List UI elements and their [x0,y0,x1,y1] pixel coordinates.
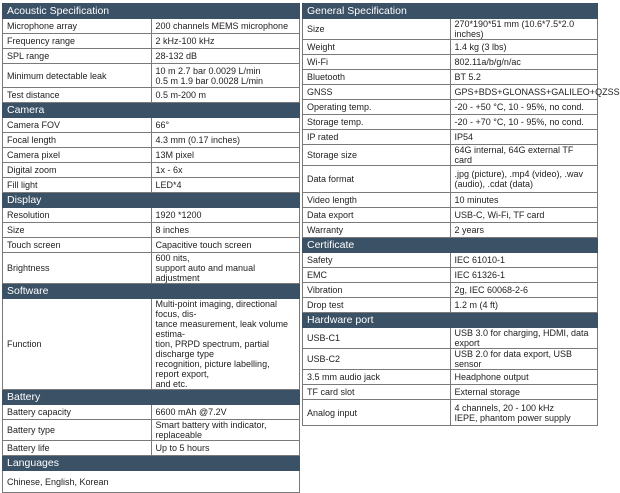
spec-row-camera-pixel [3,148,300,163]
spec-row-ip-rated [303,130,598,145]
spec-label: Frequency range [3,34,152,49]
section-title: General Specification [303,4,598,19]
spec-row-drop-test [303,298,598,313]
spec-row-usb-c2 [303,349,598,370]
spec-row-microphone-array [3,19,300,34]
spec-value: Multi-point imaging, directional focus, dis- tance measurement, leak volume estima- tion, PRPD spectrum, partial discharge type recognition, picture labelling, report export, and etc. [151,299,300,390]
spec-value: -20 - +70 °C, 10 - 95%, no cond. [450,115,598,130]
spec-row-analog-input [303,400,598,426]
spec-label: Video length [303,193,451,208]
spec-row-fill-light [3,178,300,193]
spec-row-weight [303,40,598,55]
spec-label: IP rated [303,130,451,145]
spec-value: -20 - +50 °C, 10 - 95%, no cond. [450,100,598,115]
spec-value: USB-C, Wi-Fi, TF card [450,208,598,223]
right-spec-column [302,3,620,426]
spec-row-data-export [303,208,598,223]
spec-label: Vibration [303,283,451,298]
section-title: Certificate [303,238,598,253]
section-header-software [3,284,300,299]
spec-value: Up to 5 hours [151,441,300,456]
spec-row-size [3,223,300,238]
section-title: Battery [3,390,300,405]
spec-value: 10 m 2.7 bar 0.0029 L/min 0.5 m 1.9 bar 0.0028 L/min [151,64,300,88]
spec-value: Headphone output [450,370,598,385]
spec-value: 0.5 m-200 m [151,88,300,103]
spec-value: 1.4 kg (3 lbs) [450,40,598,55]
spec-label: Function [3,299,152,390]
spec-value: 1.2 m (4 ft) [450,298,598,313]
spec-value: USB 2.0 for data export, USB sensor [450,349,598,370]
spec-label: Digital zoom [3,163,152,178]
spec-row-storage-temp [303,115,598,130]
spec-label: Storage temp. [303,115,451,130]
spec-label: Test distance [3,88,152,103]
section-title: Software [3,284,300,299]
spec-row-size [303,19,598,40]
spec-label: Battery type [3,420,152,441]
section-title: Display [3,193,300,208]
spec-value: 4.3 mm (0.17 inches) [151,133,300,148]
spec-row-video-length [303,193,598,208]
spec-value: 66° [151,118,300,133]
spec-value: IEC 61326-1 [450,268,598,283]
spec-label: Fill light [3,178,152,193]
spec-label: USB-C2 [303,349,451,370]
spec-label: Brightness [3,253,152,284]
spec-row-gnss [303,85,598,100]
spec-label: Battery capacity [3,405,152,420]
spec-value: 6600 mAh @7.2V [151,405,300,420]
spec-label: Safety [303,253,451,268]
section-title: Hardware port [303,313,598,328]
spec-row-chinese-english-korean [3,471,300,493]
section-header-certificate [303,238,598,253]
spec-value: 1x - 6x [151,163,300,178]
spec-label: Operating temp. [303,100,451,115]
spec-row-wi-fi [303,55,598,70]
section-header-acoustic-specification [3,4,300,19]
section-header-general-specification [303,4,598,19]
spec-label: Size [303,19,451,40]
spec-value: 28-132 dB [151,49,300,64]
spec-label: Data export [303,208,451,223]
spec-label: Analog input [303,400,451,426]
spec-row-digital-zoom [3,163,300,178]
spec-value: LED*4 [151,178,300,193]
spec-value: BT 5.2 [450,70,598,85]
spec-value: .jpg (picture), .mp4 (video), .wav (audio), .cdat (data) [450,166,598,193]
spec-value: IEC 61010-1 [450,253,598,268]
spec-label: Warranty [303,223,451,238]
spec-label: Drop test [303,298,451,313]
spec-row-safety [303,253,598,268]
spec-row-3-5-mm-audio-jack [303,370,598,385]
spec-value: 2 kHz-100 kHz [151,34,300,49]
spec-row-brightness [3,253,300,284]
spec-row-bluetooth [303,70,598,85]
spec-value: Smart battery with indicator, replaceable [151,420,300,441]
spec-label: TF card slot [303,385,451,400]
spec-label: Storage size [303,145,451,166]
spec-value: 270*190*51 mm (10.6*7.5*2.0 inches) [450,19,598,40]
section-title: Acoustic Specification [3,4,300,19]
spec-value: IP54 [450,130,598,145]
spec-row-camera-fov [3,118,300,133]
spec-row-tf-card-slot [303,385,598,400]
left-spec-table [2,3,300,493]
spec-value: Capacitive touch screen [151,238,300,253]
spec-row-vibration [303,283,598,298]
section-header-hardware-port [303,313,598,328]
spec-row-spl-range [3,49,300,64]
spec-label: Chinese, English, Korean [3,471,300,493]
spec-label: Battery life [3,441,152,456]
spec-row-warranty [303,223,598,238]
spec-label: Weight [303,40,451,55]
spec-row-focal-length [3,133,300,148]
spec-row-data-format [303,166,598,193]
spec-label: Focal length [3,133,152,148]
section-header-camera [3,103,300,118]
spec-label: 3.5 mm audio jack [303,370,451,385]
spec-row-usb-c1 [303,328,598,349]
spec-label: Minimum detectable leak [3,64,152,88]
spec-row-operating-temp [303,100,598,115]
spec-row-test-distance [3,88,300,103]
spec-value: 802.11a/b/g/n/ac [450,55,598,70]
spec-row-battery-life [3,441,300,456]
section-header-display [3,193,300,208]
spec-row-frequency-range [3,34,300,49]
spec-value: External storage [450,385,598,400]
spec-value: 10 minutes [450,193,598,208]
spec-row-minimum-detectable-leak [3,64,300,88]
spec-value: 600 nits, support auto and manual adjustment [151,253,300,284]
section-header-languages [3,456,300,471]
spec-row-emc [303,268,598,283]
right-spec-table [302,3,620,426]
spec-label: SPL range [3,49,152,64]
spec-label: EMC [303,268,451,283]
spec-label: Camera FOV [3,118,152,133]
spec-value: 2g, IEC 60068-2-6 [450,283,598,298]
spec-row-touch-screen [3,238,300,253]
spec-label: Wi-Fi [303,55,451,70]
spec-label: Data format [303,166,451,193]
spec-value: 2 years [450,223,598,238]
spec-label: USB-C1 [303,328,451,349]
spec-label: Touch screen [3,238,152,253]
spec-row-resolution [3,208,300,223]
spec-value: 64G internal, 64G external TF card [450,145,598,166]
spec-value: 13M pixel [151,148,300,163]
section-title: Camera [3,103,300,118]
section-header-battery [3,390,300,405]
spec-label: Microphone array [3,19,152,34]
spec-row-storage-size [303,145,598,166]
spec-value: 1920 *1200 [151,208,300,223]
spec-label: Bluetooth [303,70,451,85]
spec-label: Size [3,223,152,238]
spec-label: Resolution [3,208,152,223]
spec-value: GPS+BDS+GLONASS+GALILEO+QZSS [450,85,598,100]
spec-value: USB 3.0 for charging, HDMI, data export [450,328,598,349]
spec-row-battery-capacity [3,405,300,420]
spec-value: 8 inches [151,223,300,238]
spec-label: GNSS [303,85,451,100]
spec-row-function [3,299,300,390]
spec-label: Camera pixel [3,148,152,163]
spec-value: 4 channels, 20 - 100 kHz IEPE, phantom power supply [450,400,598,426]
left-spec-column [2,3,300,493]
spec-row-battery-type [3,420,300,441]
section-title: Languages [3,456,300,471]
spec-value: 200 channels MEMS microphone [151,19,300,34]
